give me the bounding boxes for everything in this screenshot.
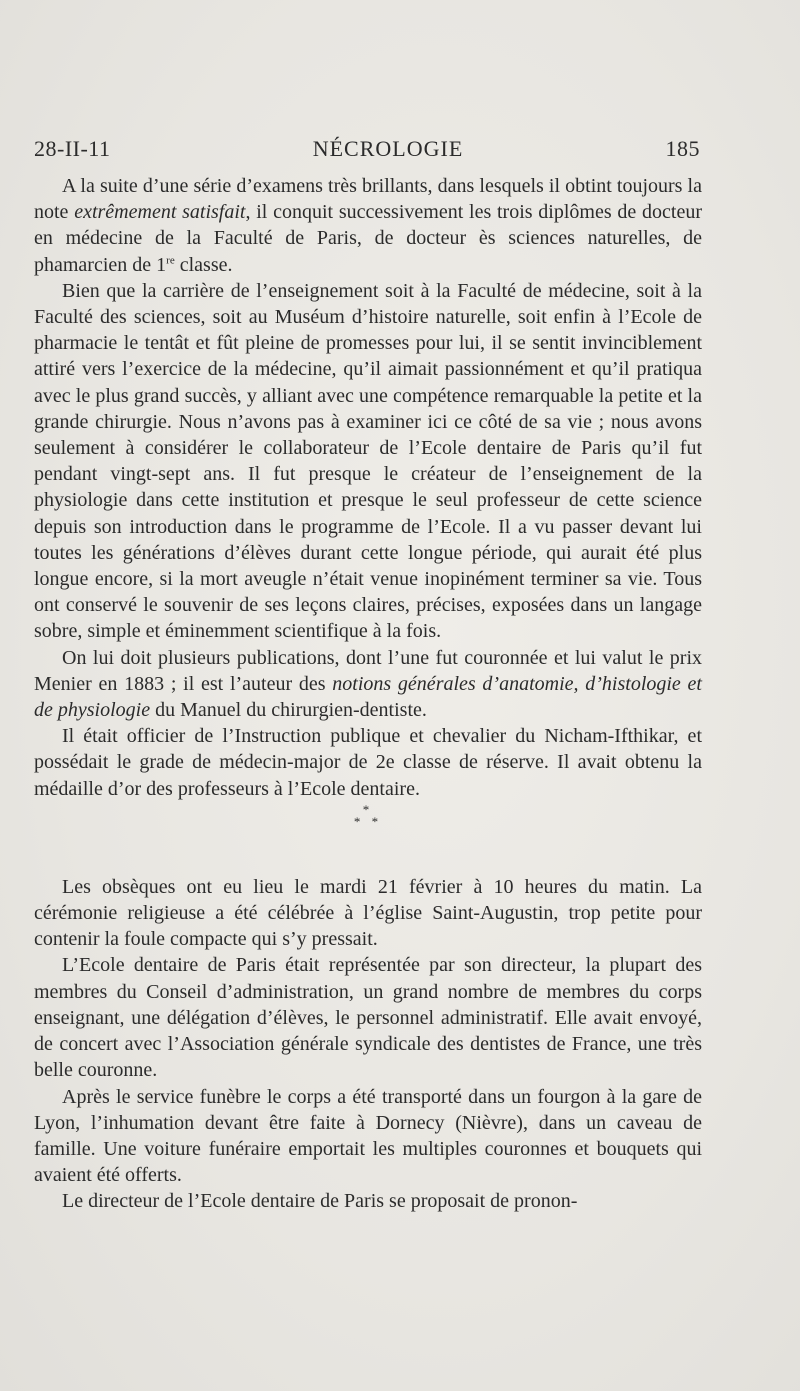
- paragraph-director: Le directeur de l’Ecole dentaire de Paris se proposait de pronon-: [62, 1190, 578, 1213]
- paragraph-honors: Il était officier de l’Instruction publique et chevalier du Nicham-Ifthikar, et possédait le grade de médecin-major de 2e classe de réserve. Il avait obtenu la médaille d’or des professeurs à l’Ecole dentaire.: [34, 725, 702, 800]
- section-separator: [34, 801, 702, 829]
- paragraph-diplomas: [34, 173, 702, 278]
- superscript: re: [166, 253, 175, 266]
- separator-stars-bottom: * *: [353, 813, 383, 829]
- header-title: NÉCROLOGIE: [312, 136, 464, 161]
- paragraph-burial: Après le service funèbre le corps a été transporté dans un fourgon à la gare de Lyon, l’inhumation devant être faite à Dornecy (Nièvre), dans un caveau de famille. Une voiture funéraire emportait les multiples couronnes et bouquets qui avaient été offerts.: [34, 1085, 702, 1187]
- paragraph-publications: [34, 645, 702, 724]
- paragraph-text: On lui doit plusieurs publications, dont l’une fut couronnée et lui valut le prix Menier en 1883 ; il est l’auteur des: [34, 646, 702, 695]
- paragraph-funeral: Les obsèques ont eu lieu le mardi 21 février à 10 heures du matin. La cérémonie religieuse a été célébrée à l’église Saint-Augustin, trop petite pour contenir la foule compacte qui s’y pressait.: [34, 875, 702, 951]
- paragraph-school-representation: L’Ecole dentaire de Paris était représentée par son directeur, la plupart des membres du Conseil d’administration, un grand nombre de membres du corps enseignant, une délégation d’élèves, le personnel administratif. Elle avait envoyé, de concert avec l’Association générale syndicale des dentistes de France, une très belle couronne.: [34, 954, 702, 1082]
- page-number: 185: [665, 136, 700, 161]
- paragraph-text: du Manuel du chirurgien-dentiste.: [150, 699, 427, 722]
- italic-text: notions générales d’anatomie, d’histologie et de physiologie: [34, 672, 702, 722]
- header-date: 28-II-11: [34, 136, 111, 161]
- paragraph-text: A la suite d’une série d’examens très brillants, dans lesquels il obtint toujours la note: [34, 175, 702, 224]
- italic-text: extrêmement satisfait: [74, 201, 246, 224]
- paragraph-career: Bien que la carrière de l’enseignement soit à la Faculté de médecine, soit à la Faculté des sciences, soit au Muséum d’histoire naturelle, soit enfin à l’Ecole de pharmacie le tentât et fût pleine de promesses pour lui, il se sentit invinciblement attiré vers l’exercice de la médecine, qu’il aimait passionnément et qu’il pratiqua avec le plus grand succès, y alliant avec une compétence remarquable la petite et la grande chirurgie. Nous n’avons pas à examiner ici ce côté de sa vie ; nous avons seulement à considérer le collaborateur de l’Ecole dentaire de Paris qu’il fut pendant vingt-sept ans. Il fut presque le créateur de l’enseignement de la physiologie dans cette institution et presque le seul professeur de cette science depuis son introduction dans le programme de l’Ecole. Il a vu passer devant lui toutes les générations d’élèves durant cette longue période, qui aurait été plus longue encore, si la mort aveugle n’était venue inopinément terminer sa vie. Tous ont conservé le souvenir de ses leçons claires, précises, exposées dans un langage sobre, simple et éminemment scientifique à la fois.: [34, 279, 702, 643]
- running-header: [34, 136, 700, 162]
- article-body: [34, 173, 702, 1215]
- separator-star-top: *: [362, 801, 374, 817]
- paragraph-text: , il conquit successivement les trois diplômes de docteur en médecine de la Faculté de Paris, de docteur ès sciences naturelles, de phamarcien de 1: [34, 201, 702, 276]
- paragraph-text: classe.: [174, 253, 233, 276]
